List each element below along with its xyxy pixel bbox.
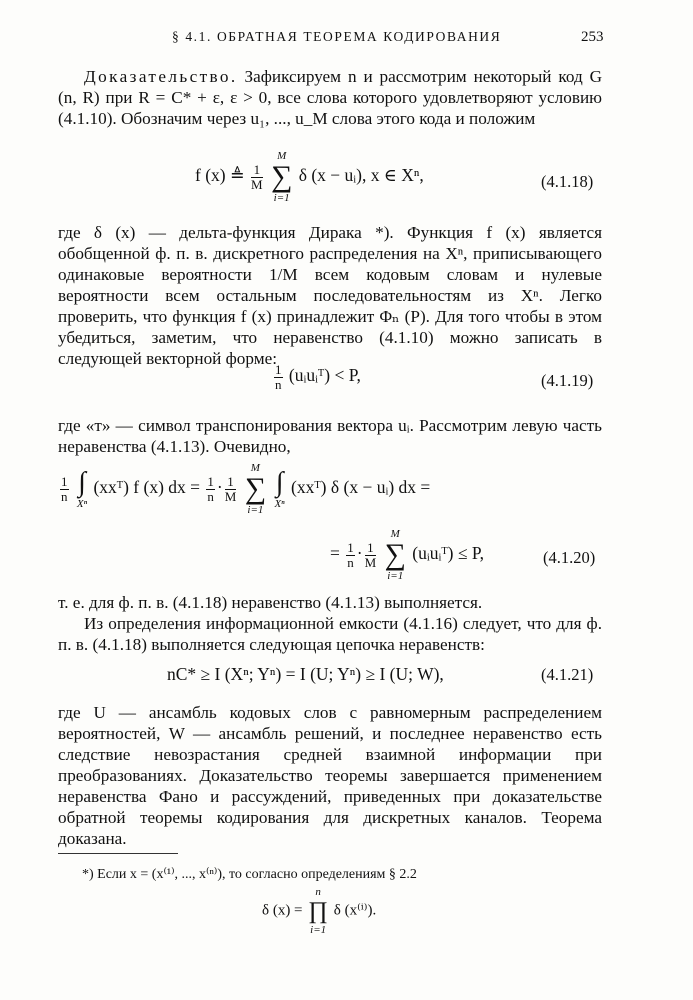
eq-20-l1-frac2 — [206, 475, 215, 503]
eq-20-l1-integral-1: ∫ Xⁿ — [76, 467, 88, 510]
eq-20-l1-sum-bottom: i=1 — [247, 504, 264, 516]
eq-20-l1-frac3-num: 1 — [225, 475, 237, 490]
eq-18-rhs: δ (x − uᵢ), x ∈ Xⁿ, — [298, 165, 424, 186]
eq-20-l1-frac3 — [225, 475, 237, 503]
eq-20-l1-sum-top: M — [250, 462, 260, 474]
eq-20-l1-dot: · — [216, 477, 223, 498]
eq-18-frac-den: M — [251, 177, 263, 192]
eq-19-fraction — [274, 363, 283, 391]
equation-number-4-1-20: (4.1.20) — [543, 548, 596, 567]
eq-18-sum-bottom: i=1 — [273, 192, 290, 204]
running-header: § 4.1. ОБРАТНАЯ ТЕОРЕМА КОДИРОВАНИЯ — [172, 29, 502, 44]
eq-20-l1-integral-2: ∫ Xⁿ — [274, 467, 285, 510]
eq-20-l1-expr1: (xxᵀ) f (x) dx = — [93, 477, 201, 498]
eq-20-l2-frac2-num: 1 — [365, 541, 377, 556]
eq-20-l1-expr2: (xxᵀ) δ (x − uᵢ) dx = — [291, 477, 431, 498]
paragraph-conclusion-inequality: т. е. для ф. п. в. (4.1.18) неравенство (4.1.13) выполняется. — [58, 593, 483, 612]
equation-4-1-21: nC* ≥ I (Xⁿ; Yⁿ) = I (U; Yⁿ) ≥ I (U; W), — [167, 664, 444, 684]
eq-20-l2-expr: (uᵢuᵢᵀ) ≤ P, — [412, 543, 485, 564]
eq-20-l2-frac1-den: n — [347, 555, 354, 570]
eq-20-l2-dot: · — [356, 543, 363, 564]
proof-intro-text: Зафиксируем n и рассмотрим некоторый код G (n, R) при R = C* + ε, ε > 0, все слова которого удовлетворяют условию (4.1.10). Обозначим через u₁, ..., u_M слова этого кода и положим — [58, 67, 602, 128]
eq-20-l1-frac1-num: 1 — [61, 474, 68, 489]
equation-4-1-18 — [195, 150, 424, 204]
footnote-rule — [58, 853, 178, 854]
eq-20-l2-frac2 — [365, 541, 377, 569]
eq-19-frac-num: 1 — [275, 362, 282, 377]
eq-18-frac-num: 1 — [251, 163, 263, 178]
eq-18-fraction — [251, 163, 263, 191]
footnote-formula-lhs: δ (x) = — [262, 902, 303, 919]
eq-20-l2-sum: M ∑ i=1 — [384, 528, 406, 582]
equation-4-1-20-line-1 — [58, 462, 430, 516]
paragraph-ensembles: где U — ансамбль кодовых слов с равномерным распределением вероятностей, W — ансамбль решений, и последнее неравенство есть следствие невозрастания средней взаимной информации при преобразованиях. Доказательство теоремы завершается применением неравенства Фано и рассуждений, приведенных при доказательстве обратной теоремы кодирования для дискретных каналов. Теорема доказана. — [58, 703, 602, 848]
equation-number-4-1-19: (4.1.19) — [541, 371, 594, 390]
eq-20-l2-eq: = — [330, 543, 340, 564]
equation-4-1-19 — [272, 363, 361, 391]
equation-number-4-1-21: (4.1.21) — [541, 665, 594, 684]
eq-20-l2-sum-bottom: i=1 — [387, 570, 404, 582]
footnote-text: *) Если x = (x⁽¹⁾, ..., x⁽ⁿ⁾), то согласно определениям § 2.2 — [82, 867, 417, 882]
equation-number-4-1-18: (4.1.18) — [541, 172, 594, 191]
eq-18-lhs: f (x) ≜ — [195, 165, 245, 186]
footnote-formula-rhs: δ (x⁽ⁱ⁾). — [333, 902, 377, 919]
eq-20-l1-frac1-den: n — [61, 489, 68, 504]
proof-lead: Доказательство. — [84, 67, 238, 86]
eq-19-rhs: (uᵢuᵢᵀ) < P, — [288, 365, 361, 386]
equation-4-1-20-line-2 — [330, 528, 484, 582]
eq-18-sum: M ∑ i=1 — [270, 150, 293, 204]
footnote-formula — [262, 886, 376, 936]
eq-20-l1-frac1 — [60, 475, 69, 503]
footnote-prod-bottom: i=1 — [310, 924, 327, 936]
eq-18-sum-top: M — [277, 150, 287, 162]
paragraph-transpose: где «т» — символ транспонирования вектора uᵢ. Рассмотрим левую часть неравенства (4.1.13). Очевидно, — [58, 416, 602, 456]
footnote-prod-top: n — [315, 886, 321, 898]
eq-20-l1-frac2-den: n — [207, 489, 214, 504]
eq-19-frac-den: n — [275, 377, 282, 392]
eq-20-l2-frac1 — [346, 541, 355, 569]
eq-20-l1-frac3-den: M — [224, 489, 237, 504]
eq-20-l2-frac2-den: M — [364, 555, 377, 570]
eq-20-l1-frac2-num: 1 — [207, 474, 214, 489]
eq-20-l1-int1-bottom: Xⁿ — [76, 498, 88, 510]
footnote-product: n ∏ i=1 — [308, 886, 329, 936]
paragraph-capacity: Из определения информационной емкости (4.1.16) следует, что для ф. п. в. (4.1.18) выполняется следующая цепочка неравенств: — [58, 614, 602, 654]
paragraph-dirac: где δ (x) — дельта-функция Дирака *). Функция f (x) является обобщенной ф. п. в. дискретного распределения на Xⁿ, приписывающего одинаковые вероятности 1/M всем кодовым словам и нулевые вероятности всем остальным последовательностям из Xⁿ. Легко проверить, что функция f (x) принадлежит Φₙ (P). Для того чтобы в этом убедиться, заметим, что неравенство (4.1.10) можно записать в следующей векторной форме: — [58, 223, 602, 368]
eq-20-l2-frac1-num: 1 — [347, 540, 354, 555]
page-number: 253 — [581, 29, 604, 45]
paragraph-proof-intro — [58, 66, 602, 129]
eq-20-l2-sum-top: M — [390, 528, 400, 540]
eq-20-l1-sum: M ∑ i=1 — [244, 462, 267, 516]
eq-20-l1-int2-bottom: Xⁿ — [274, 498, 285, 510]
